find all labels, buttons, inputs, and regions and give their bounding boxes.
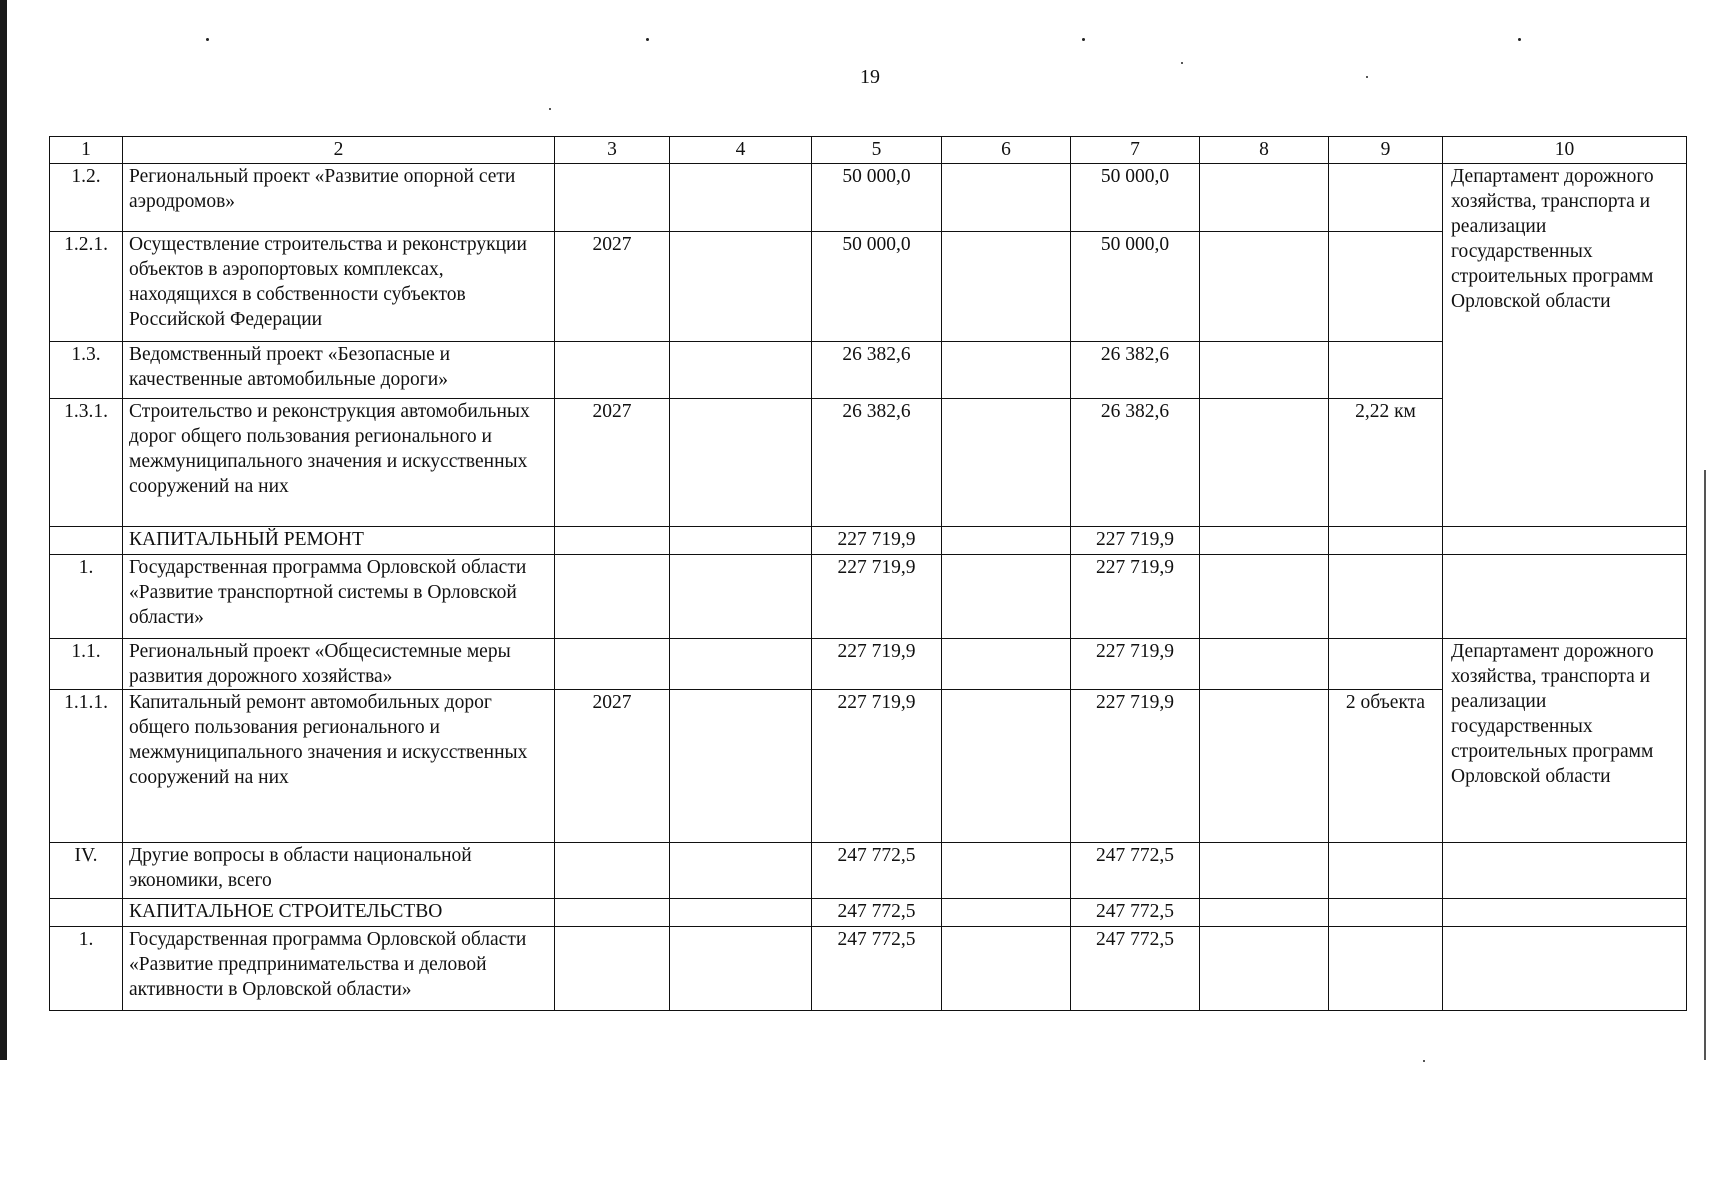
row-col10 — [1443, 843, 1687, 899]
row-col6 — [942, 639, 1071, 690]
table-row — [50, 399, 1687, 527]
row-col5: 227 719,9 — [812, 639, 942, 690]
row-year: 2027 — [555, 399, 670, 527]
row-col7: 227 719,9 — [1071, 527, 1200, 555]
row-number: 1.2. — [50, 164, 123, 232]
row-col6 — [942, 690, 1071, 843]
row-col4 — [670, 399, 812, 527]
table-row — [50, 899, 1687, 927]
table-row — [50, 164, 1687, 232]
row-col4 — [670, 342, 812, 399]
table-row — [50, 232, 1687, 342]
row-col6 — [942, 164, 1071, 232]
row-col7: 50 000,0 — [1071, 232, 1200, 342]
table-row — [50, 843, 1687, 899]
row-col10 — [1443, 527, 1687, 555]
row-col7: 247 772,5 — [1071, 899, 1200, 927]
header-cell: 10 — [1443, 137, 1687, 164]
row-col5: 247 772,5 — [812, 927, 942, 1011]
row-col4 — [670, 927, 812, 1011]
row-col8 — [1200, 342, 1329, 399]
row-col6 — [942, 555, 1071, 639]
responsible-department: Департамент дорожного хозяйства, транспорта и реализации государственных строительных программ Орловской области — [1443, 639, 1687, 843]
row-col5: 227 719,9 — [812, 555, 942, 639]
row-col5: 26 382,6 — [812, 399, 942, 527]
row-col4 — [670, 639, 812, 690]
row-name: Другие вопросы в области национальной экономики, всего — [123, 843, 555, 899]
header-cell: 3 — [555, 137, 670, 164]
table-row — [50, 342, 1687, 399]
row-year — [555, 899, 670, 927]
row-year — [555, 555, 670, 639]
scan-speck — [1423, 1060, 1425, 1062]
row-col8 — [1200, 899, 1329, 927]
scan-speck — [1518, 38, 1521, 41]
header-cell: 2 — [123, 137, 555, 164]
row-year — [555, 527, 670, 555]
row-number — [50, 527, 123, 555]
table-row — [50, 639, 1687, 690]
row-col6 — [942, 927, 1071, 1011]
scan-speck — [1181, 62, 1183, 64]
row-col8 — [1200, 639, 1329, 690]
row-name: Строительство и реконструкция автомобильных дорог общего пользования регионального и межмуниципального значения и искусственных сооружений на них — [123, 399, 555, 527]
row-number — [50, 899, 123, 927]
row-col9 — [1329, 555, 1443, 639]
row-col4 — [670, 843, 812, 899]
row-col8 — [1200, 690, 1329, 843]
page-number: 19 — [860, 66, 880, 88]
table-row — [50, 927, 1687, 1011]
row-number: 1.2.1. — [50, 232, 123, 342]
row-col9 — [1329, 899, 1443, 927]
scan-edge-left — [0, 0, 7, 1060]
row-col4 — [670, 899, 812, 927]
row-col5: 247 772,5 — [812, 843, 942, 899]
row-col10 — [1443, 555, 1687, 639]
row-col10 — [1443, 899, 1687, 927]
row-number: 1.3. — [50, 342, 123, 399]
row-col6 — [942, 527, 1071, 555]
header-cell: 1 — [50, 137, 123, 164]
table-header-row — [50, 137, 1687, 164]
table-row — [50, 555, 1687, 639]
header-cell: 6 — [942, 137, 1071, 164]
scan-speck — [646, 38, 649, 41]
row-number: 1.3.1. — [50, 399, 123, 527]
row-name: Региональный проект «Общесистемные меры развития дорожного хозяйства» — [123, 639, 555, 690]
row-year — [555, 342, 670, 399]
row-col7: 227 719,9 — [1071, 690, 1200, 843]
header-cell: 9 — [1329, 137, 1443, 164]
row-name: Капитальный ремонт автомобильных дорог общего пользования регионального и межмуниципального значения и искусственных сооружений на них — [123, 690, 555, 843]
row-col7: 247 772,5 — [1071, 843, 1200, 899]
row-col8 — [1200, 399, 1329, 527]
row-col7: 247 772,5 — [1071, 927, 1200, 1011]
row-col9 — [1329, 843, 1443, 899]
row-col8 — [1200, 232, 1329, 342]
row-col8 — [1200, 164, 1329, 232]
table-row — [50, 690, 1687, 843]
row-col9 — [1329, 164, 1443, 232]
row-col8 — [1200, 555, 1329, 639]
row-col4 — [670, 527, 812, 555]
row-col7: 227 719,9 — [1071, 639, 1200, 690]
row-col9: 2,22 км — [1329, 399, 1443, 527]
row-col10 — [1443, 927, 1687, 1011]
row-col4 — [670, 690, 812, 843]
row-col6 — [942, 399, 1071, 527]
scan-speck — [206, 38, 209, 41]
row-number: 1. — [50, 555, 123, 639]
header-cell: 7 — [1071, 137, 1200, 164]
row-col8 — [1200, 927, 1329, 1011]
row-col5: 227 719,9 — [812, 527, 942, 555]
budget-table — [49, 136, 1687, 1011]
row-number: 1.1. — [50, 639, 123, 690]
row-name: КАПИТАЛЬНЫЙ РЕМОНТ — [123, 527, 555, 555]
row-number: IV. — [50, 843, 123, 899]
row-col9 — [1329, 232, 1443, 342]
row-year — [555, 927, 670, 1011]
row-col5: 50 000,0 — [812, 232, 942, 342]
responsible-department: Департамент дорожного хозяйства, транспорта и реализации государственных строительных программ Орловской области — [1443, 164, 1687, 527]
row-col4 — [670, 232, 812, 342]
header-cell: 8 — [1200, 137, 1329, 164]
row-col9 — [1329, 639, 1443, 690]
row-col6 — [942, 342, 1071, 399]
row-col8 — [1200, 527, 1329, 555]
row-year — [555, 639, 670, 690]
row-year — [555, 843, 670, 899]
scan-speck — [549, 108, 551, 110]
header-cell: 5 — [812, 137, 942, 164]
scan-edge-right — [1704, 470, 1706, 1060]
row-col6 — [942, 843, 1071, 899]
row-year — [555, 164, 670, 232]
row-name: Государственная программа Орловской области «Развитие транспортной системы в Орловской области» — [123, 555, 555, 639]
row-col9 — [1329, 527, 1443, 555]
row-year: 2027 — [555, 690, 670, 843]
row-col7: 227 719,9 — [1071, 555, 1200, 639]
row-col7: 26 382,6 — [1071, 399, 1200, 527]
scan-speck — [1082, 38, 1085, 41]
row-name: Ведомственный проект «Безопасные и качественные автомобильные дороги» — [123, 342, 555, 399]
table-row — [50, 527, 1687, 555]
row-col6 — [942, 232, 1071, 342]
row-name: Региональный проект «Развитие опорной сети аэродромов» — [123, 164, 555, 232]
row-name: КАПИТАЛЬНОЕ СТРОИТЕЛЬСТВО — [123, 899, 555, 927]
row-col5: 247 772,5 — [812, 899, 942, 927]
row-col8 — [1200, 843, 1329, 899]
row-number: 1. — [50, 927, 123, 1011]
row-number: 1.1.1. — [50, 690, 123, 843]
row-col6 — [942, 899, 1071, 927]
row-col5: 26 382,6 — [812, 342, 942, 399]
row-col7: 26 382,6 — [1071, 342, 1200, 399]
row-col7: 50 000,0 — [1071, 164, 1200, 232]
row-col4 — [670, 555, 812, 639]
row-col5: 227 719,9 — [812, 690, 942, 843]
row-col9 — [1329, 342, 1443, 399]
row-year: 2027 — [555, 232, 670, 342]
row-name: Государственная программа Орловской области «Развитие предпринимательства и деловой активности в Орловской области» — [123, 927, 555, 1011]
row-col5: 50 000,0 — [812, 164, 942, 232]
row-col9 — [1329, 927, 1443, 1011]
row-col4 — [670, 164, 812, 232]
header-cell: 4 — [670, 137, 812, 164]
row-name: Осуществление строительства и реконструкции объектов в аэропортовых комплексах, находящихся в собственности субъектов Российской Федерации — [123, 232, 555, 342]
row-col9: 2 объекта — [1329, 690, 1443, 843]
